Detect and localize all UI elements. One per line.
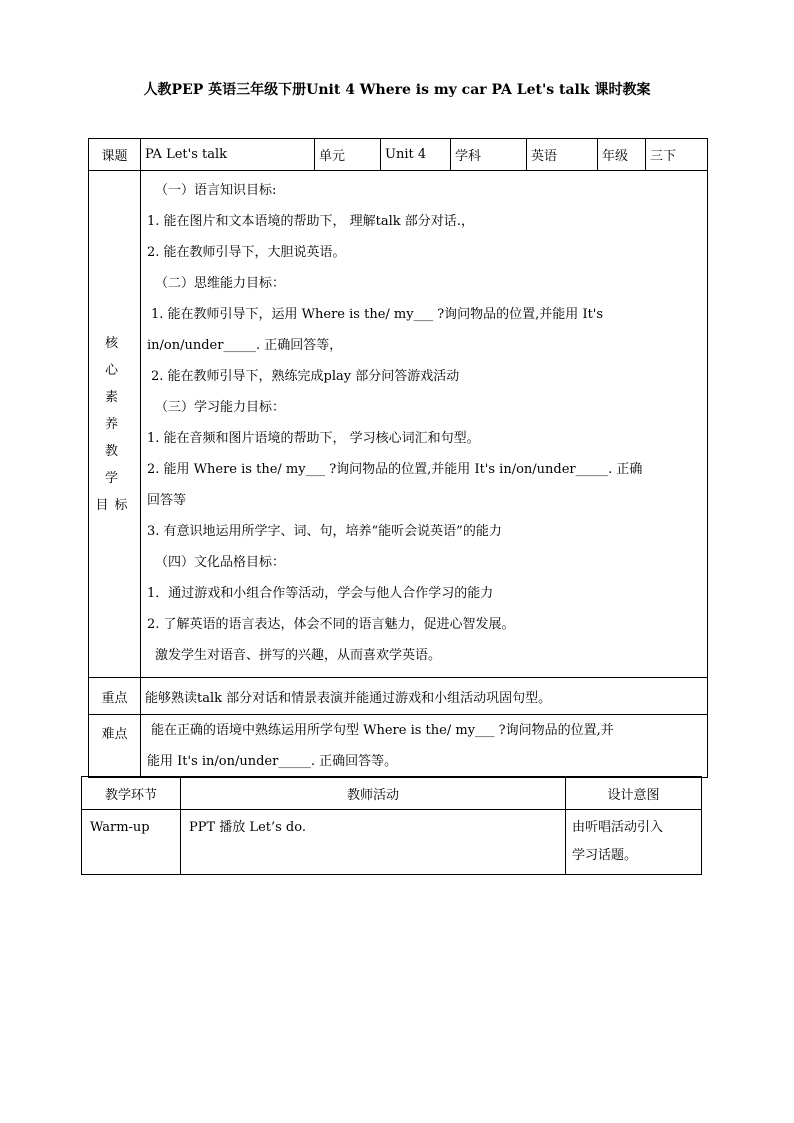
unit-value: Unit 4: [381, 139, 451, 171]
subject-value: 英语: [527, 139, 598, 171]
topic-value: PA Let's talk: [141, 139, 315, 171]
header-intent: 设计意图: [566, 777, 702, 810]
goal-line: 回答等: [147, 493, 187, 508]
key-point-label: 重点: [89, 678, 141, 715]
core-goals-row: [89, 171, 708, 678]
goal-heading-thinking: （二）思维能力目标：: [155, 276, 286, 291]
core-goals-content: [141, 171, 708, 678]
activity-cell: PPT 播放 Let’s do.: [181, 810, 566, 875]
process-header-row: [82, 777, 702, 810]
core-goals-label-line: 核 心: [104, 335, 124, 378]
document-title: 人教PEP 英语三年级下册Unit 4 Where is my car PA Let's talk 课时教案: [143, 82, 651, 98]
table-row: [82, 810, 702, 875]
goal-line: 2. 了解英语的语言表达，体会不同的语言魅力，促进心智发展。: [147, 617, 515, 632]
goal-line: 2. 能用 Where is the/ my___ ?询问物品的位置,并能用 It's in/on/under_____. 正确: [147, 462, 643, 477]
goal-heading-culture: （四）文化品格目标：: [155, 555, 286, 570]
topic-label: 课题: [89, 139, 141, 171]
core-goals-label-line: 素 养: [104, 389, 124, 432]
goal-line: 2. 能在教师引导下，熟练完成play 部分问答游戏活动: [151, 369, 460, 384]
difficulty-line: 能在正确的语境中熟练运用所学句型 Where is the/ my___ ?询问物品的位置,并: [151, 723, 614, 738]
goal-heading-learning: （三）学习能力目标：: [155, 400, 286, 415]
difficulty-text: [141, 715, 708, 778]
grade-label: 年级: [598, 139, 646, 171]
difficulty-label: 难点: [89, 715, 141, 778]
lesson-info-table: [88, 138, 708, 778]
key-point-row: [89, 678, 708, 715]
goal-line: 1. 能在音频和图片语境的帮助下， 学习核心词汇和句型。: [147, 431, 480, 446]
grade-value: 三下: [646, 139, 708, 171]
core-goals-label-line: 目标: [95, 497, 134, 513]
intent-line: 由听唱活动引入: [572, 820, 664, 835]
goal-line: 3. 有意识地运用所学字、词、句，培养“能听会说英语”的能力: [147, 524, 502, 539]
goal-line: 1．通过游戏和小组合作等活动，学会与他人合作学习的能力: [147, 586, 494, 601]
key-point-text: 能够熟读talk 部分对话和情景表演并能通过游戏和小组活动巩固句型。: [141, 678, 708, 715]
core-goals-label-line: 教 学: [104, 443, 124, 486]
difficulty-row: [89, 715, 708, 778]
goal-line: 1. 能在图片和文本语境的帮助下， 理解talk 部分对话.，: [147, 214, 474, 229]
goal-heading-language: （一）语言知识目标:: [155, 183, 277, 198]
teaching-process-table: [81, 776, 702, 875]
goal-line: 1. 能在教师引导下，运用 Where is the/ my___ ?询问物品的位置,并能用 It's: [151, 307, 604, 322]
difficulty-line: 能用 It's in/on/under_____. 正确回答等。: [147, 754, 398, 769]
stage-cell: Warm-up: [82, 810, 181, 875]
subject-label: 学科: [451, 139, 527, 171]
intent-cell: [566, 810, 702, 875]
unit-label: 单元: [315, 139, 381, 171]
header-activity: 教师活动: [181, 777, 566, 810]
goal-line: in/on/under_____. 正确回答等，: [147, 338, 343, 353]
intent-line: 学习话题。: [572, 848, 638, 863]
goal-line: 激发学生对语音、拼写的兴趣，从而喜欢学英语。: [155, 648, 442, 663]
core-goals-label: [89, 171, 141, 678]
info-row: [89, 139, 708, 171]
goal-line: 2. 能在教师引导下，大胆说英语。: [147, 245, 346, 260]
header-stage: 教学环节: [82, 777, 181, 810]
